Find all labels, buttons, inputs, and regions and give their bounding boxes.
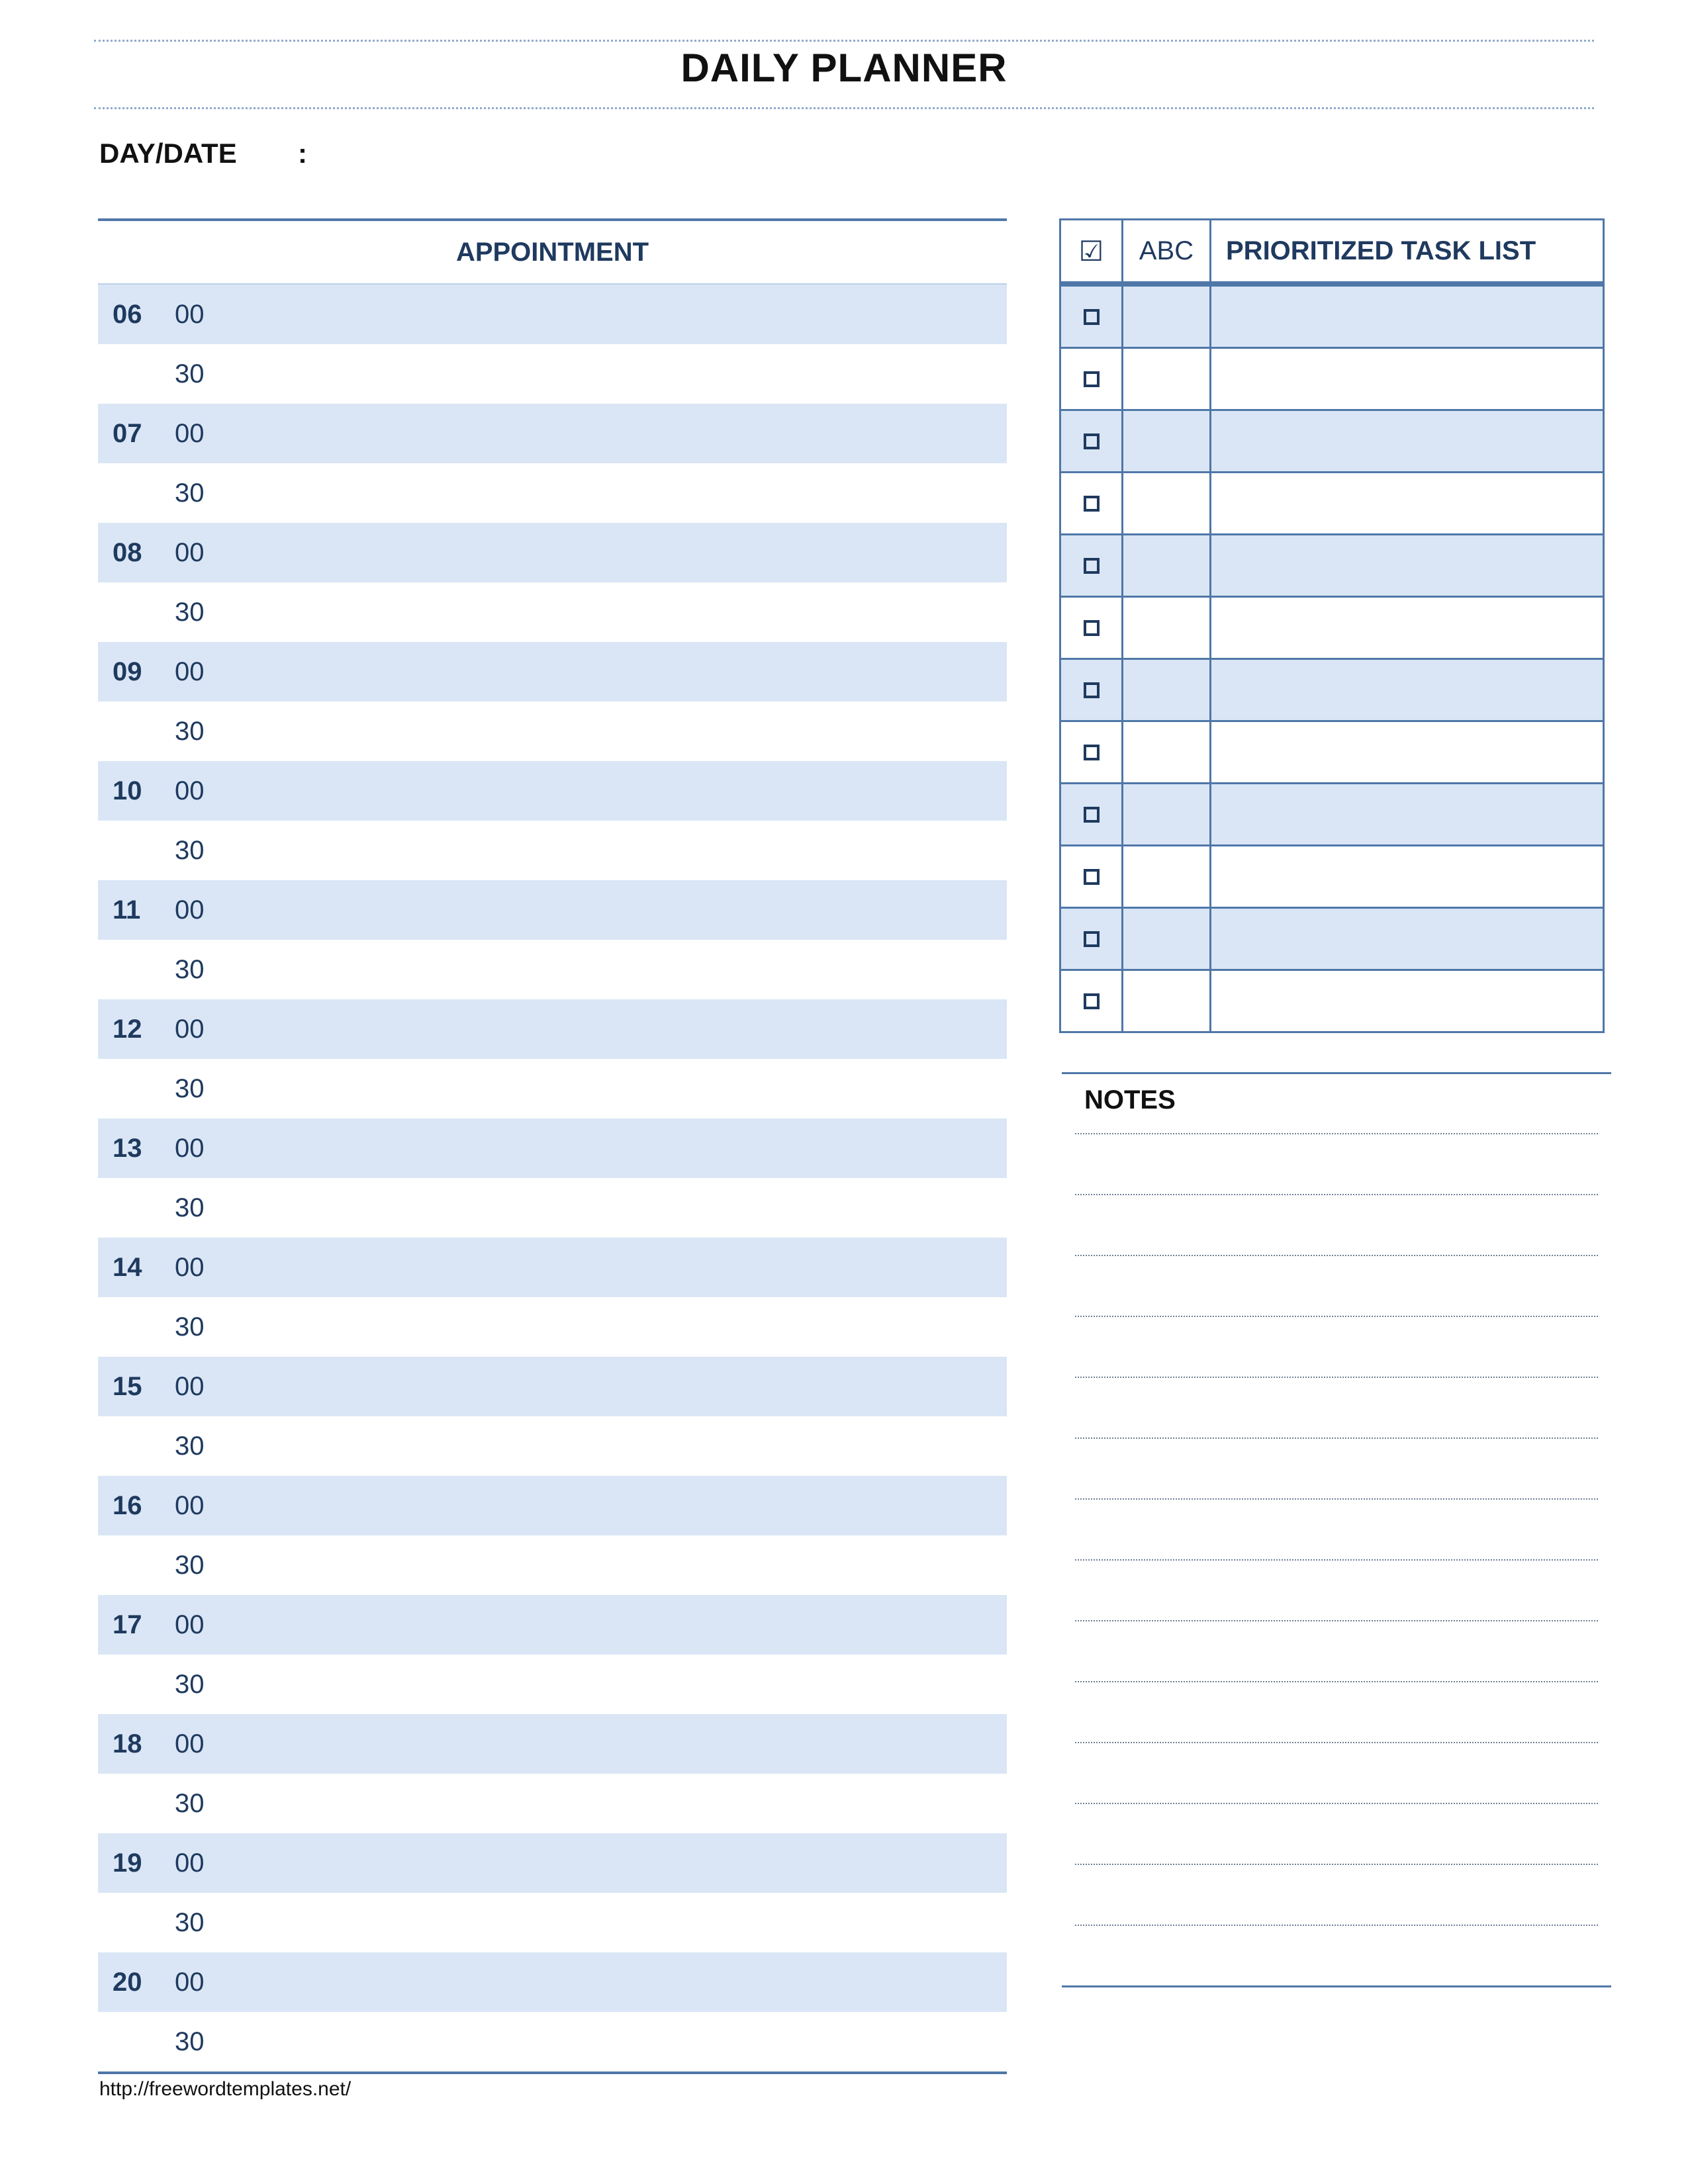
task-description-cell[interactable] bbox=[1211, 410, 1604, 473]
task-row bbox=[1060, 721, 1604, 784]
slot-minute: 00 bbox=[175, 418, 205, 448]
slot-minute: 00 bbox=[175, 1967, 205, 1997]
slot-hour: 08 bbox=[113, 537, 142, 567]
slot-minute: 00 bbox=[175, 1610, 205, 1639]
slot-hour: 15 bbox=[113, 1371, 142, 1401]
appointment-slot[interactable] bbox=[98, 344, 1007, 404]
appointment-slot[interactable] bbox=[98, 880, 1007, 940]
task-description-cell[interactable] bbox=[1211, 721, 1604, 784]
task-row bbox=[1060, 597, 1604, 659]
check-column-header bbox=[1060, 220, 1123, 285]
slot-minute: 30 bbox=[175, 954, 205, 984]
slot-hour: 14 bbox=[113, 1252, 142, 1282]
task-check-cell bbox=[1060, 410, 1123, 473]
task-priority-cell[interactable] bbox=[1123, 659, 1211, 721]
checkbox-icon[interactable] bbox=[1084, 620, 1100, 636]
task-row bbox=[1060, 970, 1604, 1032]
slot-minute: 30 bbox=[175, 478, 205, 508]
task-check-cell bbox=[1060, 659, 1123, 721]
slot-minute: 30 bbox=[175, 359, 205, 388]
checkbox-icon[interactable] bbox=[1084, 558, 1100, 574]
slot-minute: 00 bbox=[175, 1490, 205, 1520]
appointment-slot[interactable] bbox=[98, 582, 1007, 642]
slot-minute: 30 bbox=[175, 1550, 205, 1580]
checkbox-checked-icon: ☑ bbox=[1078, 235, 1104, 267]
task-check-cell bbox=[1060, 535, 1123, 597]
notes-title: NOTES bbox=[1084, 1085, 1176, 1115]
appointment-slot[interactable] bbox=[98, 1655, 1007, 1714]
task-row bbox=[1060, 284, 1604, 348]
checkbox-icon[interactable] bbox=[1084, 931, 1100, 947]
task-row bbox=[1060, 908, 1604, 970]
checkbox-icon[interactable] bbox=[1084, 869, 1100, 885]
appointment-slot[interactable] bbox=[98, 2012, 1007, 2071]
notes-line[interactable] bbox=[1075, 1681, 1598, 1682]
appointment-slot[interactable] bbox=[98, 463, 1007, 523]
appointment-slot[interactable] bbox=[98, 1238, 1007, 1297]
page-title: DAILY PLANNER bbox=[680, 46, 1008, 90]
notes-line[interactable] bbox=[1075, 1742, 1598, 1743]
task-row bbox=[1060, 535, 1604, 597]
slot-hour: 11 bbox=[113, 895, 141, 925]
slot-minute: 30 bbox=[175, 1669, 205, 1699]
checkbox-icon[interactable] bbox=[1084, 993, 1100, 1009]
task-priority-cell[interactable] bbox=[1123, 597, 1211, 659]
appointment-slot[interactable] bbox=[98, 1416, 1007, 1476]
top-rule bbox=[94, 40, 1594, 42]
task-row bbox=[1060, 846, 1604, 908]
appointment-section bbox=[98, 218, 1007, 2074]
appointment-slot[interactable] bbox=[98, 1774, 1007, 1833]
task-priority-cell[interactable] bbox=[1123, 535, 1211, 597]
notes-line[interactable] bbox=[1075, 1864, 1598, 1865]
slot-minute: 30 bbox=[175, 1312, 205, 1342]
slot-minute: 00 bbox=[175, 657, 205, 686]
slot-hour: 19 bbox=[113, 1848, 142, 1878]
task-table-header bbox=[1060, 220, 1604, 285]
notes-line[interactable] bbox=[1075, 1498, 1598, 1500]
checkbox-icon[interactable] bbox=[1084, 745, 1100, 760]
checkbox-icon[interactable] bbox=[1084, 309, 1100, 325]
task-row bbox=[1060, 348, 1604, 410]
slot-minute: 30 bbox=[175, 597, 205, 627]
priority-column-header: ABC bbox=[1123, 220, 1211, 285]
task-priority-cell[interactable] bbox=[1123, 970, 1211, 1032]
slot-minute: 30 bbox=[175, 1788, 205, 1818]
notes-line[interactable] bbox=[1075, 1194, 1598, 1195]
slot-minute: 00 bbox=[175, 1133, 205, 1163]
appointment-slot[interactable] bbox=[98, 1535, 1007, 1595]
task-check-cell bbox=[1060, 597, 1123, 659]
slot-hour: 18 bbox=[113, 1729, 142, 1758]
slot-minute: 00 bbox=[175, 1252, 205, 1282]
appointment-slot[interactable] bbox=[98, 702, 1007, 761]
appointment-bottom-rule bbox=[98, 2071, 1007, 2074]
slot-hour: 13 bbox=[113, 1133, 142, 1163]
slot-minute: 00 bbox=[175, 537, 205, 567]
task-description-cell[interactable] bbox=[1211, 535, 1604, 597]
task-description-cell[interactable] bbox=[1211, 846, 1604, 908]
task-priority-cell[interactable] bbox=[1123, 284, 1211, 348]
task-row bbox=[1060, 784, 1604, 846]
daydate-colon[interactable]: : bbox=[298, 138, 307, 169]
task-priority-cell[interactable] bbox=[1123, 410, 1211, 473]
task-priority-cell[interactable] bbox=[1123, 846, 1211, 908]
slot-hour: 10 bbox=[113, 776, 142, 805]
task-table-body bbox=[1060, 284, 1604, 1032]
slot-minute: 30 bbox=[175, 716, 205, 746]
task-check-cell bbox=[1060, 473, 1123, 535]
appointment-slot[interactable] bbox=[98, 1833, 1007, 1893]
slot-minute: 00 bbox=[175, 299, 205, 329]
task-description-cell[interactable] bbox=[1211, 348, 1604, 410]
checkbox-icon[interactable] bbox=[1084, 371, 1100, 387]
slot-hour: 16 bbox=[113, 1490, 142, 1520]
slot-hour: 12 bbox=[113, 1014, 142, 1044]
slot-minute: 30 bbox=[175, 835, 205, 865]
appointment-slot[interactable] bbox=[98, 1714, 1007, 1774]
notes-line[interactable] bbox=[1075, 1255, 1598, 1256]
appointment-slot[interactable] bbox=[98, 940, 1007, 999]
task-check-cell bbox=[1060, 721, 1123, 784]
slot-minute: 30 bbox=[175, 1073, 205, 1103]
notes-bottom-rule bbox=[1062, 1985, 1611, 1987]
task-row bbox=[1060, 659, 1604, 721]
appointment-slot[interactable] bbox=[98, 1297, 1007, 1357]
slot-minute: 30 bbox=[175, 2026, 205, 2056]
notes-line[interactable] bbox=[1075, 1925, 1598, 1926]
appointment-slot[interactable] bbox=[98, 999, 1007, 1059]
checkbox-icon[interactable] bbox=[1084, 682, 1100, 698]
task-check-cell bbox=[1060, 908, 1123, 970]
slot-minute: 00 bbox=[175, 895, 205, 925]
task-priority-cell[interactable] bbox=[1123, 348, 1211, 410]
task-description-cell[interactable] bbox=[1211, 970, 1604, 1032]
slot-minute: 00 bbox=[175, 1371, 205, 1401]
checkbox-icon[interactable] bbox=[1084, 807, 1100, 823]
slot-hour: 06 bbox=[113, 299, 142, 329]
task-priority-cell[interactable] bbox=[1123, 721, 1211, 784]
title-rule bbox=[94, 107, 1594, 109]
footer-url[interactable]: http://freewordtemplates.net/ bbox=[99, 2078, 352, 2100]
appointment-slot[interactable] bbox=[98, 1476, 1007, 1535]
slot-minute: 30 bbox=[175, 1193, 205, 1222]
appointment-slot[interactable] bbox=[98, 1118, 1007, 1178]
checkbox-icon[interactable] bbox=[1084, 433, 1100, 449]
task-check-cell bbox=[1060, 970, 1123, 1032]
task-priority-cell[interactable] bbox=[1123, 473, 1211, 535]
slot-hour: 07 bbox=[113, 418, 142, 448]
task-description-cell[interactable] bbox=[1211, 597, 1604, 659]
appointment-slot[interactable] bbox=[98, 1178, 1007, 1238]
task-description-cell[interactable] bbox=[1211, 284, 1604, 348]
appointment-slot[interactable] bbox=[98, 821, 1007, 880]
notes-line[interactable] bbox=[1075, 1803, 1598, 1804]
slot-hour: 17 bbox=[113, 1610, 142, 1639]
appointment-slot[interactable] bbox=[98, 1893, 1007, 1952]
task-description-cell[interactable] bbox=[1211, 908, 1604, 970]
slot-minute: 00 bbox=[175, 776, 205, 805]
slot-minute: 30 bbox=[175, 1907, 205, 1937]
notes-section bbox=[1062, 1072, 1611, 1115]
notes-line[interactable] bbox=[1075, 1377, 1598, 1378]
slot-minute: 30 bbox=[175, 1431, 205, 1461]
appointment-slot[interactable] bbox=[98, 1595, 1007, 1655]
notes-line[interactable] bbox=[1075, 1437, 1598, 1439]
task-priority-cell[interactable] bbox=[1123, 784, 1211, 846]
appointment-slot[interactable] bbox=[98, 1952, 1007, 2012]
task-column-header: PRIORITIZED TASK LIST bbox=[1211, 220, 1604, 285]
task-check-cell bbox=[1060, 784, 1123, 846]
task-table bbox=[1059, 218, 1605, 1033]
slot-minute: 00 bbox=[175, 1014, 205, 1044]
slot-minute: 00 bbox=[175, 1729, 205, 1758]
slot-hour: 20 bbox=[113, 1967, 142, 1997]
task-description-cell[interactable] bbox=[1211, 659, 1604, 721]
notes-line[interactable] bbox=[1075, 1316, 1598, 1317]
appointment-slot[interactable] bbox=[98, 761, 1007, 821]
task-check-cell bbox=[1060, 284, 1123, 348]
task-check-cell bbox=[1060, 348, 1123, 410]
appointment-slot[interactable] bbox=[98, 285, 1007, 344]
daydate-label: DAY/DATE bbox=[99, 138, 237, 169]
task-description-cell[interactable] bbox=[1211, 784, 1604, 846]
appointment-heading: APPOINTMENT bbox=[98, 218, 1007, 285]
appointment-slot[interactable] bbox=[98, 404, 1007, 463]
task-check-cell bbox=[1060, 846, 1123, 908]
appointment-slot[interactable] bbox=[98, 1059, 1007, 1118]
notes-line[interactable] bbox=[1075, 1559, 1598, 1561]
task-priority-cell[interactable] bbox=[1123, 908, 1211, 970]
appointment-slot[interactable] bbox=[98, 523, 1007, 582]
appointment-slot[interactable] bbox=[98, 1357, 1007, 1416]
task-row bbox=[1060, 410, 1604, 473]
slot-hour: 09 bbox=[113, 657, 142, 686]
notes-line[interactable] bbox=[1075, 1620, 1598, 1621]
appointment-rows bbox=[98, 285, 1007, 2071]
notes-line[interactable] bbox=[1075, 1133, 1598, 1134]
appointment-slot[interactable] bbox=[98, 642, 1007, 702]
slot-minute: 00 bbox=[175, 1848, 205, 1878]
notes-top-rule bbox=[1062, 1072, 1611, 1074]
task-row bbox=[1060, 473, 1604, 535]
checkbox-icon[interactable] bbox=[1084, 496, 1100, 512]
task-description-cell[interactable] bbox=[1211, 473, 1604, 535]
